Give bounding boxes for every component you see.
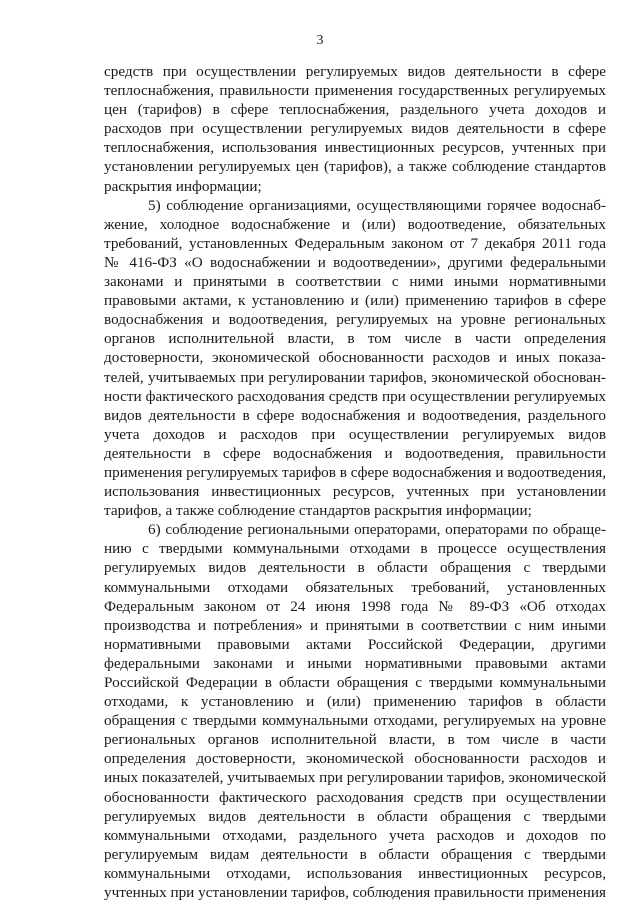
text-line: учтенных при установлении тарифов, соблюдения правильности применения [104, 884, 606, 902]
text-line: тарифов, а также соблюдение стандартов раскрытия информации; [104, 502, 532, 520]
text-line: органов исполнительной власти, в том числе в части определения [104, 330, 606, 348]
text-line: жение, холодное водоснабжение и (или) водоотведение, обязательных [104, 215, 606, 233]
text-line: производства и потребления» и принятыми в соответствии с ним иными [104, 616, 606, 634]
text-line: законами и принятыми в соответствии с ними иными нормативными [104, 273, 606, 291]
text-line: средств при осуществлении регулируемых видов деятельности в сфере [104, 63, 606, 80]
text-line: Федеральным законом от 24 июня 1998 года № 89-ФЗ «Об отходах [104, 597, 606, 615]
text-line: коммунальными отходами обязательных требований, установленных [104, 578, 606, 596]
text-line: нию с твердыми коммунальными отходами в процессе осуществления [104, 540, 606, 558]
page-number: 3 [316, 33, 324, 48]
text-line: коммунальными отходами, использования инвестиционных ресурсов, [104, 864, 606, 882]
document-body [104, 62, 606, 902]
text-line: определения достоверности, экономической обоснованности расходов и [104, 750, 606, 768]
text-line: федеральными законами и иными нормативными правовыми актами [104, 654, 606, 672]
text-line: телей, учитываемых при регулировании тарифов, экономической обоснован- [104, 368, 606, 386]
text-line: требований, установленных Федеральным законом от 7 декабря 2011 года [104, 234, 606, 252]
text-line: ности фактического расходования средств при осуществлении регулируемых [104, 387, 606, 405]
text-line: отходами, к установлению и (или) применению тарифов в области [104, 693, 606, 711]
text-line: № 416-ФЗ «О водоснабжении и водоотведении», другими федеральными [104, 253, 606, 271]
text-line: раскрытия информации; [104, 177, 262, 195]
text-line: нормативными правовыми актами Российской Федерации, другими [104, 635, 606, 653]
text-line: видов деятельности в сфере водоснабжения и водоотведения, раздельного [104, 406, 606, 424]
text-line: правовыми актами, к установлению и (или) применению тарифов в сфере [104, 292, 606, 310]
text-line: регулируемых видов деятельности в области обращения с твердыми [104, 559, 606, 577]
text-line: коммунальными отходами, раздельного учета расходов и доходов по [104, 826, 606, 844]
text-line: использования инвестиционных ресурсов, учтенных при установлении [104, 483, 606, 501]
text-line: 5) соблюдение организациями, осуществляющими горячее водоснаб- [148, 196, 606, 214]
text-line: цен (тарифов) в сфере теплоснабжения, раздельного учета доходов и [104, 101, 606, 119]
text-line: регулируемых видов деятельности в области обращения с твердыми [104, 807, 606, 825]
text-line: установлении регулируемых цен (тарифов), а также соблюдение стандартов [104, 158, 606, 176]
text-line: применения регулируемых тарифов в сфере водоснабжения и водоотведения, [104, 463, 606, 481]
text-line: регулируемым видам деятельности в области обращения с твердыми [104, 845, 606, 863]
text-line: учета доходов и расходов при осуществлении регулируемых видов [104, 425, 606, 443]
text-line: водоснабжения и водоотведения, регулируемых на уровне региональных [104, 311, 606, 329]
text-line: расходов при осуществлении регулируемых видов деятельности в сфере [104, 120, 606, 138]
text-line: обоснованности фактического расходования средств при осуществлении [104, 788, 606, 806]
text-line: теплоснабжения, использования инвестиционных ресурсов, учтенных при [104, 139, 606, 157]
text-line: 6) соблюдение региональными операторами, операторами по обраще- [148, 521, 606, 539]
text-line: достоверности, экономической обоснованности расходов и иных показа- [104, 349, 606, 367]
text-line: теплоснабжения, правильности применения государственных регулируемых [104, 82, 606, 100]
text-line: Российской Федерации в области обращения с твердыми коммунальными [104, 674, 606, 691]
text-line: деятельности в сфере водоснабжения и водоотведения, правильности [104, 444, 606, 462]
text-line: обращения с твердыми коммунальными отходами, регулируемых на уровне [104, 712, 606, 730]
text-line: иных показателей, учитываемых при регулировании тарифов, экономической [104, 769, 606, 787]
text-line: региональных органов исполнительной власти, в том числе в части [104, 731, 606, 749]
